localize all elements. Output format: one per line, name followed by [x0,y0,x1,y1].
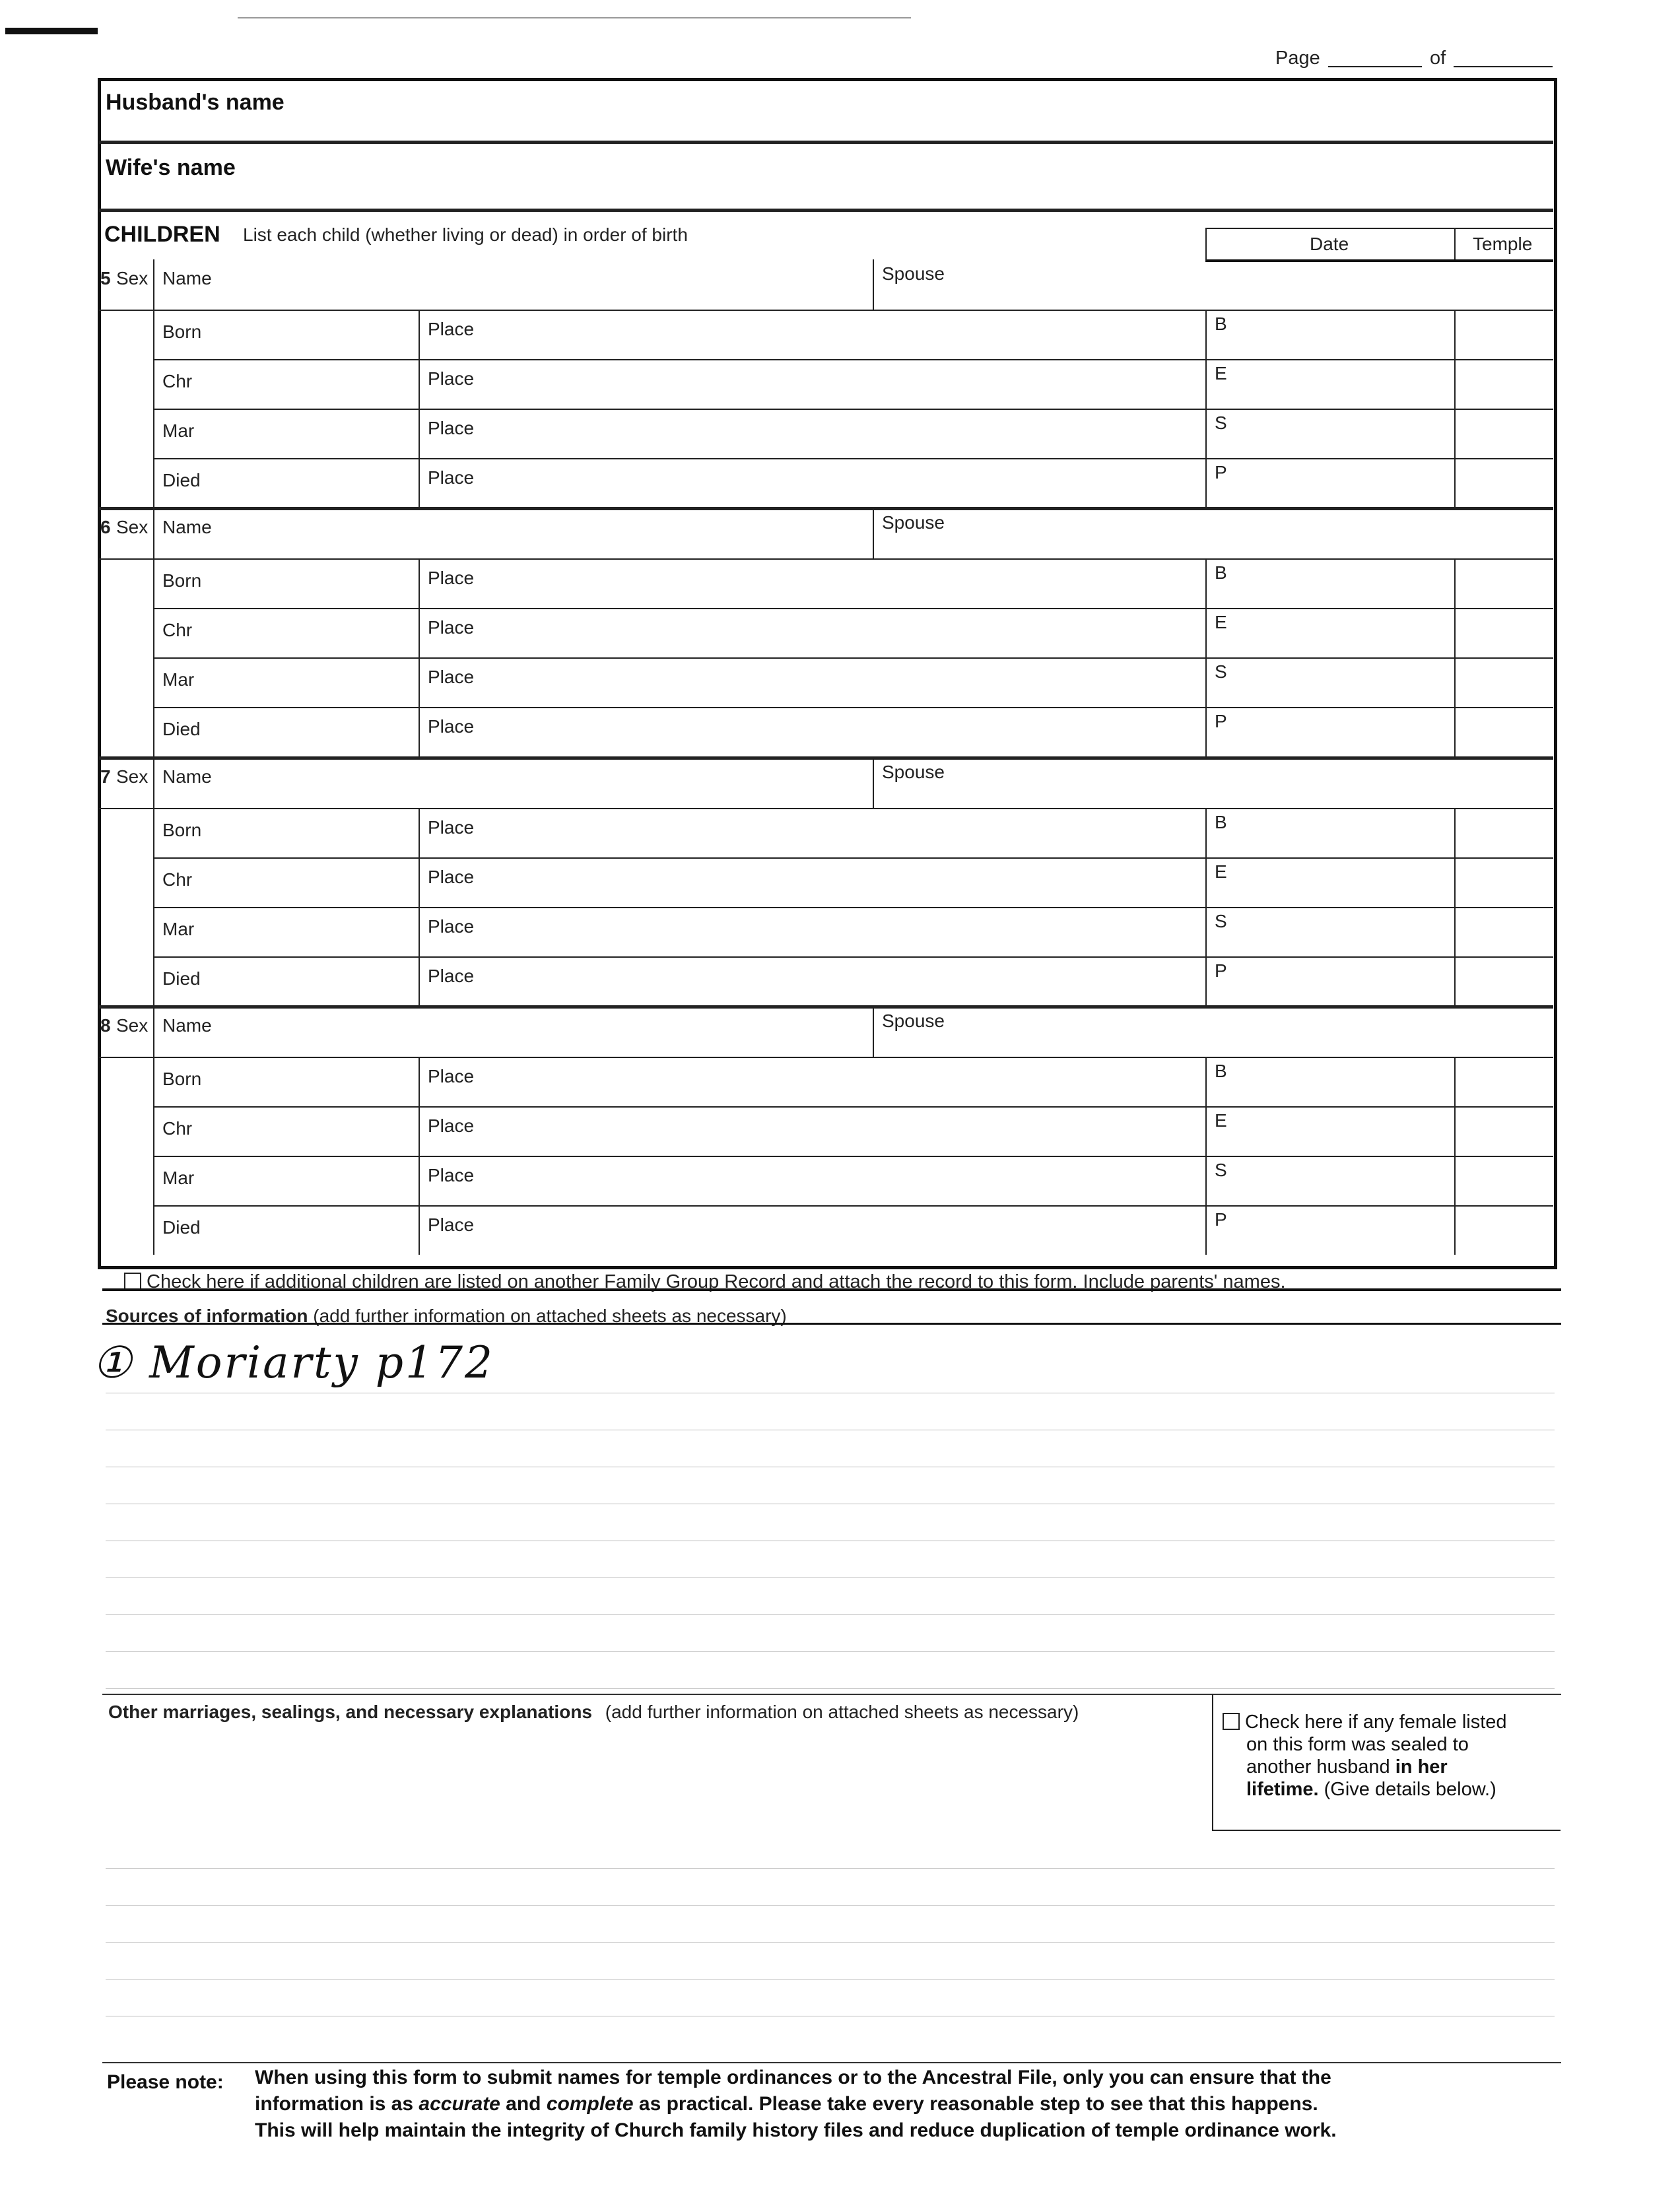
place-label: Place [428,817,475,838]
child-header-rule [99,558,1553,560]
please-note-label: Please note: [107,2071,224,2093]
ruled-line [106,1614,1555,1615]
ordinance-temple-field[interactable] [1458,611,1550,654]
female-sealed-line-1: Check here if any female listed [1223,1711,1507,1733]
ordinance-temple-field[interactable] [1458,910,1550,953]
place-label: Place [428,1066,475,1086]
name-label: Name [162,766,212,787]
ordinance-date-field[interactable] [1229,312,1451,356]
event-row-rule [153,956,1553,958]
place-label: Place [428,1165,475,1185]
event-row-rule [153,857,1553,859]
ruled-line [106,1905,1555,1906]
place-label: Place [428,319,475,339]
event-row-rule [153,1205,1553,1207]
place-label: Place [428,716,475,737]
please-note-line-2: information is as accurate and complete as practical. Please take every reasonable step to see that this happens. [255,2093,1318,2115]
event-label: Died [162,719,201,739]
event-label: Mar [162,420,195,441]
spouse-label: Spouse [882,512,945,533]
ordinance-temple-field[interactable] [1458,362,1550,405]
ordinance-temple-field[interactable] [1458,312,1550,356]
event-date-field[interactable] [228,1158,416,1202]
ordinance-letter: S [1215,413,1227,433]
event-place-field[interactable] [495,1109,1201,1152]
ordinance-letter: B [1215,314,1227,334]
event-label: Chr [162,620,193,640]
name-spouse-divider [873,259,874,310]
ordinance-date-field[interactable] [1229,461,1451,504]
child-header-rule [99,310,1553,311]
event-date-field[interactable] [228,411,416,455]
event-label: Died [162,470,201,490]
child-number: 7 [100,766,111,787]
ordinance-temple-field[interactable] [1458,811,1550,854]
ordinance-date-field[interactable] [1229,959,1451,1003]
ordinance-date-field[interactable] [1229,910,1451,953]
sex-name-divider [153,758,154,808]
spouse-name-field[interactable] [977,511,1545,557]
event-place-field[interactable] [495,1059,1201,1103]
event-place-field[interactable] [495,710,1201,753]
event-row-rule [153,1156,1553,1157]
please-note-line-1: When using this form to submit names for temple ordinances or to the Ancestral File, only you can ensure that the [255,2067,1331,2088]
spouse-name-field[interactable] [977,1009,1545,1055]
wife-children-divider [99,209,1553,212]
please-note-rule [102,2062,1561,2063]
page-number-field[interactable] [1328,66,1422,67]
event-label: Born [162,1069,202,1089]
ordinance-temple-field[interactable] [1458,660,1550,704]
page-total-field[interactable] [1454,66,1553,67]
ordinance-date-field[interactable] [1229,710,1451,753]
ordinance-temple-field[interactable] [1458,1109,1550,1152]
ruled-line [106,1868,1555,1869]
event-row-rule [153,458,1553,459]
child-header-rule [99,808,1553,809]
spouse-name-field[interactable] [977,760,1545,807]
sources-title: Sources of information [106,1306,308,1326]
ordinance-temple-field[interactable] [1458,561,1550,605]
ordinance-letter: B [1215,812,1227,832]
ordinance-letter: P [1215,1209,1227,1230]
sex-label: Sex [116,517,149,537]
name-spouse-divider [873,508,874,558]
other-marriages-heading [108,1702,1079,1723]
sex-name-divider [153,1007,154,1057]
place-label: Place [428,667,475,687]
event-date-field[interactable] [228,461,416,504]
event-place-field[interactable] [495,860,1201,904]
place-label: Place [428,418,475,438]
ordinance-letter: E [1215,612,1227,632]
sex-label: Sex [116,1015,149,1036]
ordinance-date-field[interactable] [1229,660,1451,704]
place-label: Place [428,966,475,986]
event-date-field[interactable] [228,860,416,904]
name-spouse-divider [873,1007,874,1057]
of-label: of [1430,48,1446,69]
spouse-label: Spouse [882,762,945,782]
event-label: Mar [162,919,195,939]
event-place-field[interactable] [495,561,1201,605]
ordinance-letter: P [1215,960,1227,981]
event-row-rule [153,657,1553,659]
child-header-rule [99,1057,1553,1058]
event-label: Born [162,321,202,342]
ordinance-date-field[interactable] [1229,811,1451,854]
event-row-rule [153,907,1553,908]
ruled-line [106,1942,1555,1943]
ordinance-letter: E [1215,861,1227,882]
female-sealed-line-3: another husband in her [1246,1756,1448,1778]
event-place-field[interactable] [495,1158,1201,1202]
event-date-field[interactable] [228,1208,416,1251]
name-label: Name [162,1015,212,1036]
please-note-line-3: This will help maintain the integrity of Church family history files and reduce duplication of temple ordinance work. [255,2119,1337,2141]
ordinance-temple-field[interactable] [1458,1208,1550,1251]
ordinance-temple-field[interactable] [1458,860,1550,904]
please-note-text [255,2065,1337,2144]
husband-wife-divider [99,141,1553,144]
child-number: 5 [100,268,111,288]
event-date-field[interactable] [228,710,416,753]
ordinance-temple-field[interactable] [1458,959,1550,1003]
event-place-field[interactable] [495,660,1201,704]
ordinance-letter: B [1215,562,1227,583]
ordinance-letter: P [1215,711,1227,731]
ordinance-letter: S [1215,1160,1227,1180]
children-subtitle: List each child (whether living or dead) in order of birth [243,224,688,245]
ordinance-date-field[interactable] [1229,1059,1451,1103]
date-temple-header-divider [1454,228,1456,259]
event-date-field[interactable] [228,910,416,953]
ordinance-temple-field[interactable] [1458,710,1550,753]
child-name-field[interactable] [244,511,957,557]
event-date-field[interactable] [228,1059,416,1103]
husband-name-field[interactable] [304,86,1545,139]
ordinance-date-field[interactable] [1229,1158,1451,1202]
ordinance-temple-field[interactable] [1458,411,1550,455]
child-name-field[interactable] [244,262,957,308]
ordinance-letter: S [1215,911,1227,931]
additional-children-note: Check here if additional children are listed on another Family Group Record and attach the record to this form. Include parents' names. [147,1271,1286,1292]
event-place-field[interactable] [495,461,1201,504]
event-label: Born [162,820,202,840]
ordinance-date-field[interactable] [1229,362,1451,405]
checkbox-icon[interactable] [124,1273,141,1290]
event-date-field[interactable] [228,611,416,654]
ordinance-temple-field[interactable] [1458,1059,1550,1103]
event-date-field[interactable] [228,312,416,356]
place-label: Place [428,617,475,638]
sources-heading-rule [102,1323,1561,1325]
place-label: Place [428,1214,475,1235]
child-block-divider [99,507,1553,510]
event-row-rule [153,409,1553,410]
wife-name-field[interactable] [277,149,1545,201]
ordinance-letter: S [1215,661,1227,682]
event-place-field[interactable] [495,411,1201,455]
event-label: Chr [162,869,193,890]
event-place-field[interactable] [495,362,1201,405]
event-label: Mar [162,669,195,690]
sources-subtitle: (add further information on attached sheets as necessary) [313,1306,787,1326]
event-row-rule [153,707,1553,708]
child-number: 6 [100,517,111,537]
event-date-field[interactable] [228,811,416,854]
name-label: Name [162,517,212,537]
event-place-field[interactable] [495,611,1201,654]
child-block-divider [99,756,1553,760]
ordinance-letter: B [1215,1061,1227,1081]
event-date-field[interactable] [228,959,416,1003]
event-label: Mar [162,1168,195,1188]
checkbox-icon[interactable] [1223,1713,1240,1730]
event-place-field[interactable] [495,959,1201,1003]
scan-line [238,17,911,18]
event-label: Chr [162,371,193,391]
spouse-label: Spouse [882,263,945,284]
ordinance-date-field[interactable] [1229,611,1451,654]
sex-name-divider [153,259,154,310]
place-label: Place [428,916,475,937]
ordinance-letter: E [1215,1110,1227,1131]
ruled-line [106,1651,1555,1652]
ruled-line [106,1688,1555,1689]
place-label: Place [428,568,475,588]
spouse-label: Spouse [882,1011,945,1031]
ordinance-date-field[interactable] [1229,561,1451,605]
child-number: 8 [100,1015,111,1036]
wife-name-label: Wife's name [106,155,236,180]
event-row-rule [153,608,1553,609]
ordinance-letter: E [1215,363,1227,383]
female-sealed-line-2: on this form was sealed to [1246,1734,1469,1755]
husband-name-label: Husband's name [106,90,285,115]
event-row-rule [153,1106,1553,1108]
ordinance-date-field[interactable] [1229,1208,1451,1251]
place-label: Place [428,467,475,488]
event-date-field[interactable] [228,660,416,704]
page-label: Page [1275,48,1320,69]
temple-header: Temple [1473,234,1533,254]
name-label: Name [162,268,212,288]
ordinance-letter: P [1215,462,1227,482]
sources-handwritten-entry[interactable]: ① Moriarty p172 [92,1337,495,1388]
event-place-field[interactable] [495,1208,1201,1251]
other-marriages-subtitle: (add further information on attached sheets as necessary) [605,1702,1079,1722]
other-marriages-title: Other marriages, sealings, and necessary explanations [108,1702,592,1722]
event-label: Chr [162,1118,193,1139]
children-title: CHILDREN [104,222,220,247]
event-place-field[interactable] [495,312,1201,356]
sex-label: Sex [116,268,149,288]
event-date-field[interactable] [228,1109,416,1152]
spouse-name-field[interactable] [977,262,1545,308]
ordinance-date-field[interactable] [1229,411,1451,455]
ordinance-temple-field[interactable] [1458,461,1550,504]
event-place-field[interactable] [495,811,1201,854]
sex-label: Sex [116,766,149,787]
female-sealed-line-4: lifetime. (Give details below.) [1246,1779,1496,1800]
name-spouse-divider [873,758,874,808]
date-header: Date [1310,234,1349,254]
event-label: Died [162,1217,201,1238]
event-date-field[interactable] [228,362,416,405]
place-label: Place [428,368,475,389]
ordinance-date-field[interactable] [1229,1109,1451,1152]
event-row-rule [153,359,1553,360]
child-block-divider [99,1005,1553,1009]
event-label: Died [162,968,201,989]
event-date-field[interactable] [228,561,416,605]
place-label: Place [428,867,475,887]
ordinance-temple-field[interactable] [1458,1158,1550,1202]
child-name-field[interactable] [244,760,957,807]
ordinance-date-field[interactable] [1229,860,1451,904]
child-name-field[interactable] [244,1009,957,1055]
sources-top-rule [102,1288,1561,1291]
place-label: Place [428,1115,475,1136]
event-label: Born [162,570,202,591]
sex-name-divider [153,508,154,558]
female-sealed-check[interactable] [1223,1711,1507,1801]
scan-mark [5,28,98,34]
event-place-field[interactable] [495,910,1201,953]
